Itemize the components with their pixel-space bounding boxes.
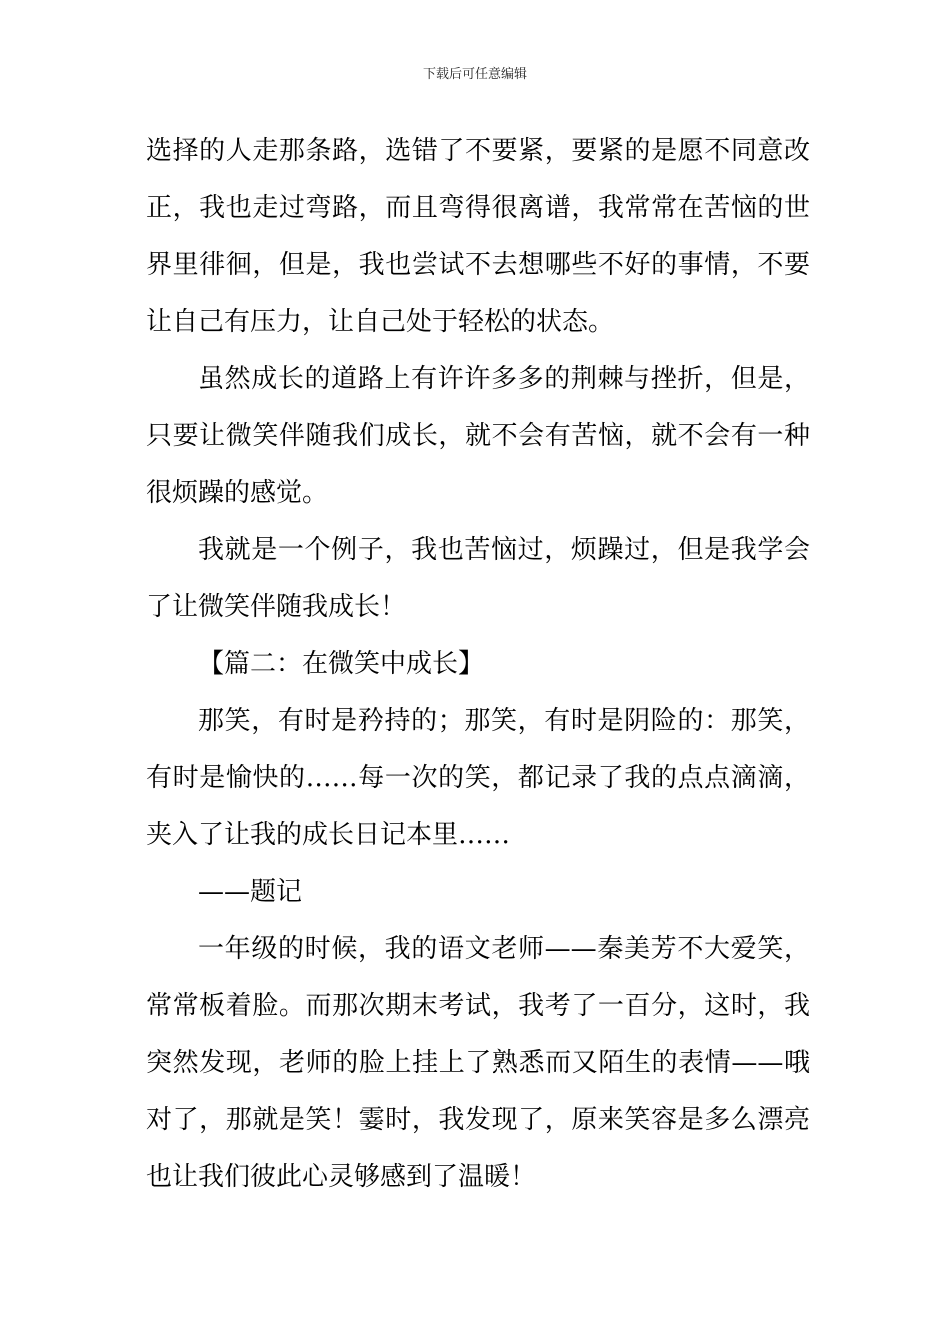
- text-line: 对了，那就是笑！霎时，我发现了，原来笑容是多么漂亮: [146, 1105, 810, 1135]
- text-line: 界里徘徊，但是，我也尝试不去想哪些不好的事情，不要: [146, 250, 810, 280]
- text-line: 也让我们彼此心灵够感到了温暖！: [146, 1162, 537, 1192]
- text-line: 【篇二：在微笑中成长】: [198, 649, 485, 679]
- document-body: [146, 123, 810, 1206]
- text-line: 选择的人走那条路，选错了不要紧，要紧的是愿不同意改: [146, 136, 810, 166]
- text-line: 只要让微笑伴随我们成长，就不会有苦恼，就不会有一种: [146, 421, 810, 451]
- page-header: 下载后可任意编辑: [422, 67, 527, 82]
- text-line: 虽然成长的道路上有许许多多的荆棘与挫折，但是，: [198, 364, 810, 394]
- text-line: 夹入了让我的成长日记本里……: [146, 820, 511, 850]
- text-line: 那笑，有时是矜持的；那笑，有时是阴险的：那笑，: [198, 706, 810, 736]
- text-line: 常常板着脸。而那次期末考试，我考了一百分，这时，我: [146, 991, 810, 1021]
- text-line: 我就是一个例子，我也苦恼过，烦躁过，但是我学会: [198, 535, 810, 565]
- text-line: 突然发现，老师的脸上挂上了熟悉而又陌生的表情——哦: [146, 1048, 810, 1078]
- text-line: 有时是愉快的……每一次的笑，都记录了我的点点滴滴，: [146, 763, 810, 793]
- text-line: ——题记: [198, 877, 303, 907]
- text-line: 一年级的时候，我的语文老师——秦美芳不大爱笑，: [198, 934, 810, 964]
- text-line: 让自己有压力，让自己处于轻松的状态。: [146, 307, 615, 337]
- text-line: 很烦躁的感觉。: [146, 478, 329, 508]
- text-line: 了让微笑伴随我成长！: [146, 592, 407, 622]
- text-line: 正，我也走过弯路，而且弯得很离谱，我常常在苦恼的世: [146, 193, 810, 223]
